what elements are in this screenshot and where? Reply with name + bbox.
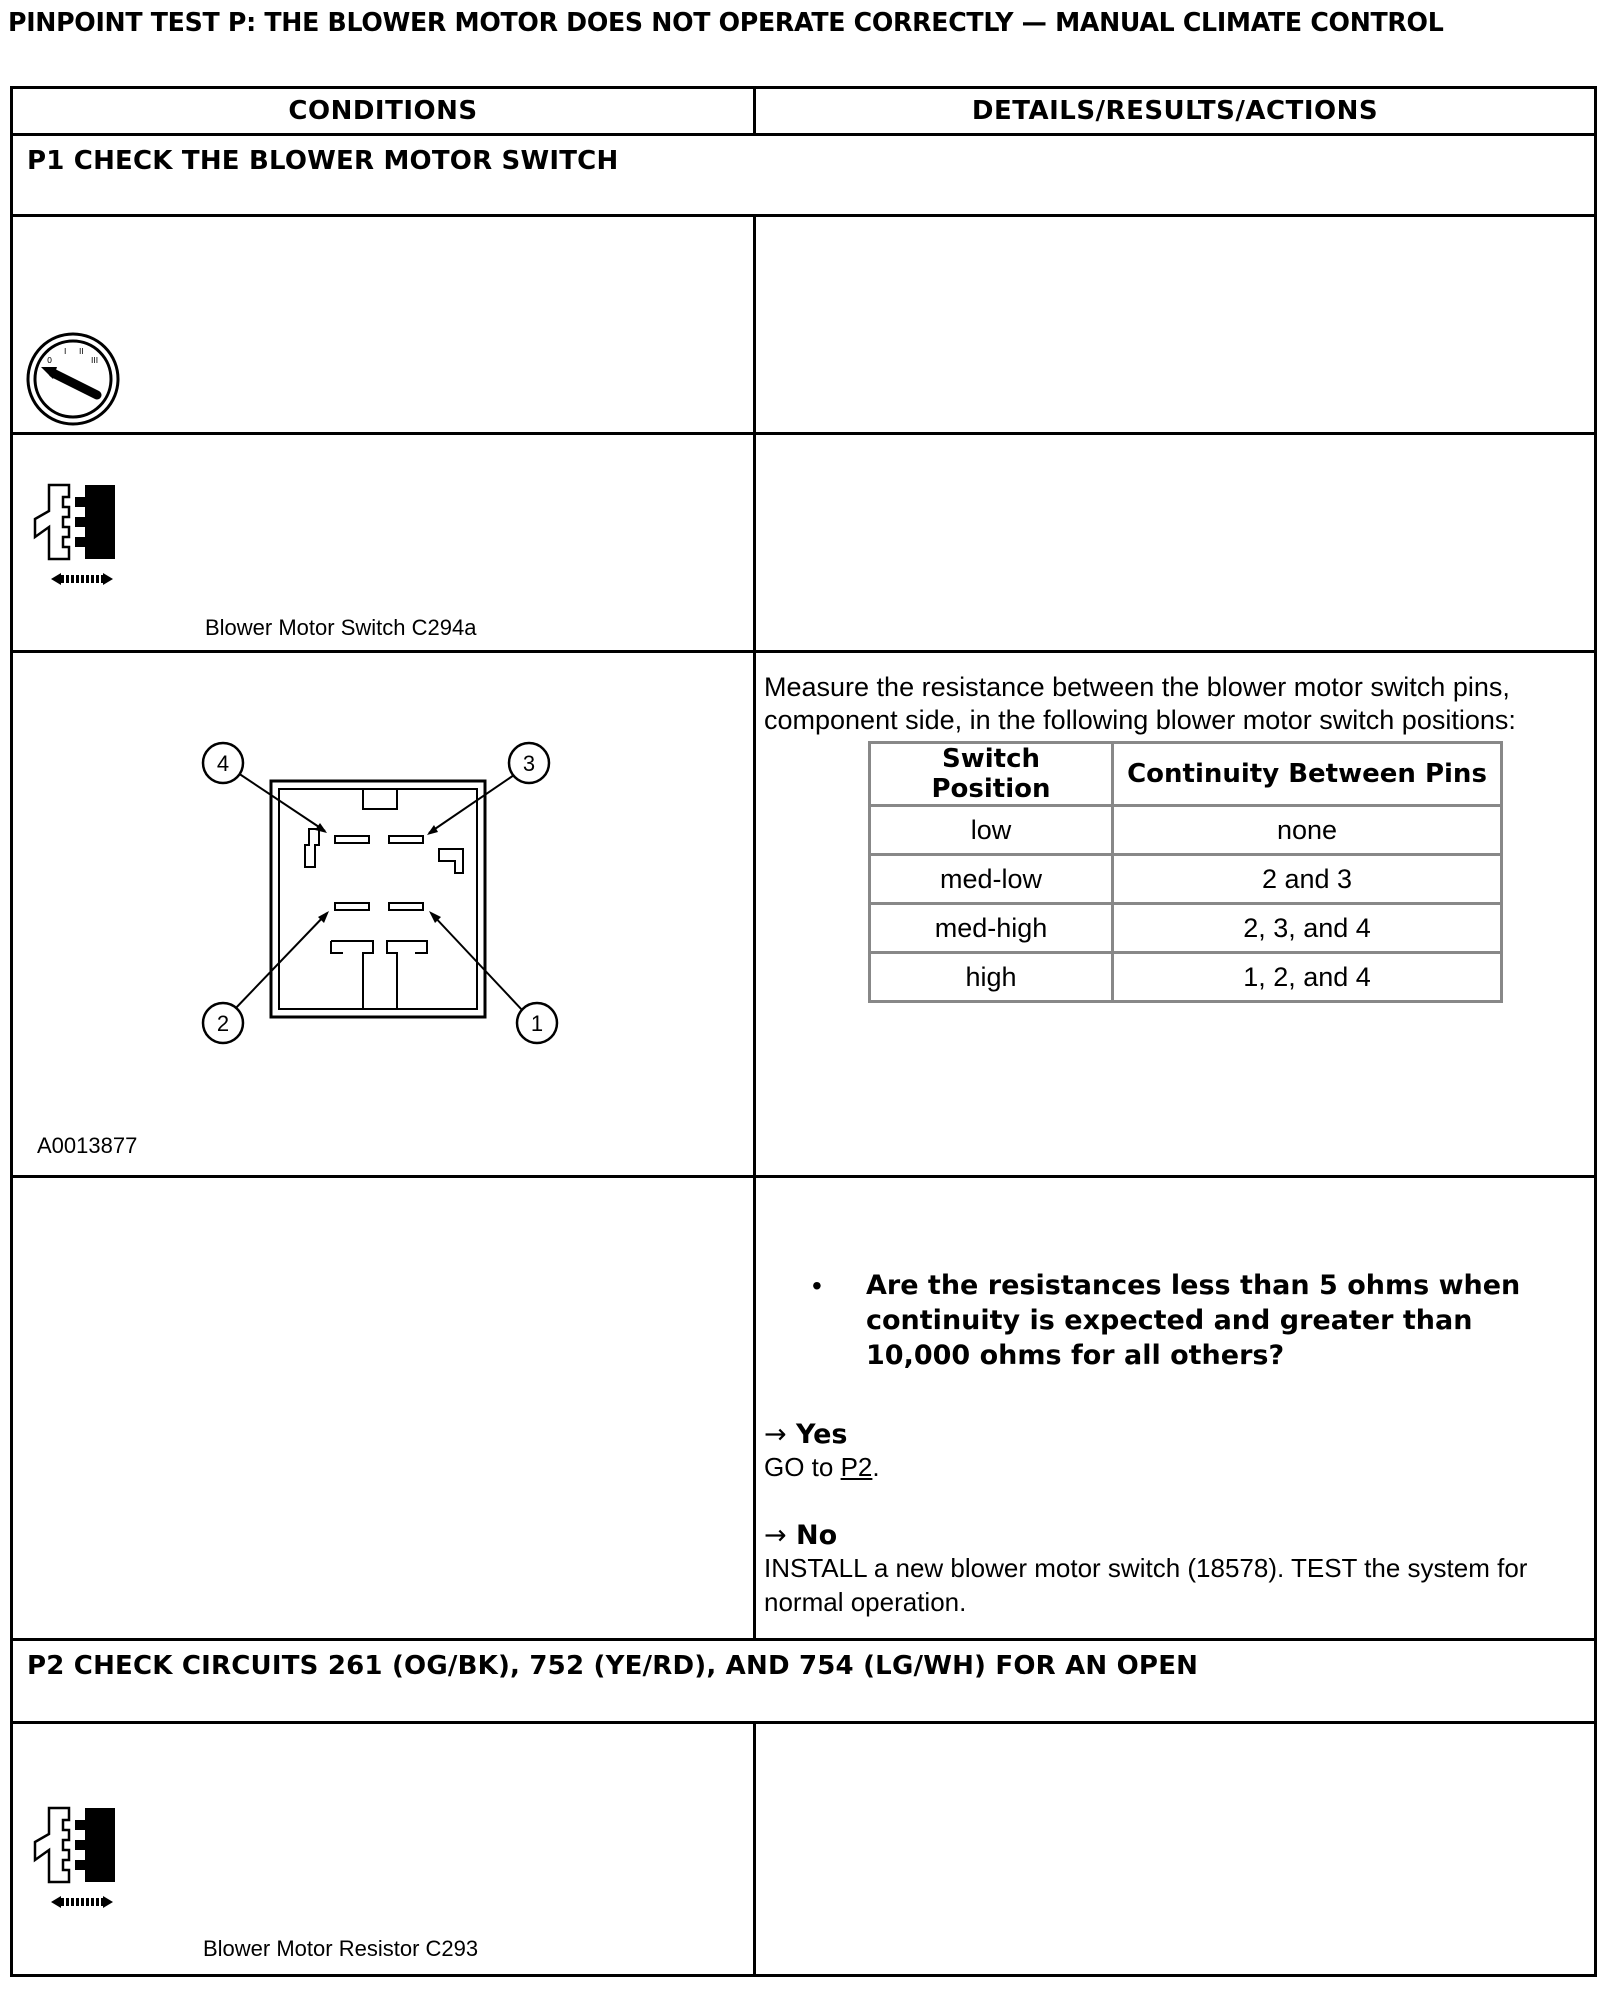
pinout-condition-cell bbox=[12, 652, 755, 1177]
disconnect-connector-icon bbox=[23, 1806, 123, 1916]
switch-position-cell: med-high bbox=[870, 904, 1113, 953]
ignition-mark-3: III bbox=[91, 356, 99, 365]
p1-connector-condition-cell bbox=[12, 434, 755, 652]
ignition-mark-1: I bbox=[64, 347, 67, 356]
ignition-mark-2: II bbox=[79, 347, 84, 356]
yes-action-prefix: GO to bbox=[764, 1452, 841, 1482]
yes-action-suffix: . bbox=[872, 1452, 880, 1482]
continuity-cell: 2, 3, and 4 bbox=[1113, 904, 1502, 953]
p1-connector-row bbox=[12, 434, 1596, 652]
ignition-switch-icon bbox=[23, 329, 123, 429]
pinout-row bbox=[12, 652, 1596, 1177]
no-action: INSTALL a new blower motor switch (18578). TEST the system for normal operation. bbox=[764, 1553, 1528, 1617]
table-row bbox=[870, 953, 1502, 1002]
pin-label-2: 2 bbox=[216, 1011, 230, 1036]
pin-label-1: 1 bbox=[530, 1011, 544, 1036]
step-p2-title-row bbox=[12, 1640, 1596, 1723]
connector-pinout-diagram bbox=[193, 733, 573, 1053]
p2-connector-row bbox=[12, 1723, 1596, 1976]
table-row bbox=[870, 855, 1502, 904]
switch-position-cell: low bbox=[870, 806, 1113, 855]
table-header-row bbox=[12, 88, 1596, 135]
table-row bbox=[870, 806, 1502, 855]
no-label: No bbox=[796, 1520, 838, 1551]
page-title: PINPOINT TEST P: THE BLOWER MOTOR DOES NOT OPERATE CORRECTLY — MANUAL CLIMATE CONTROL bbox=[8, 8, 1444, 38]
step-p1-title: P1 CHECK THE BLOWER MOTOR SWITCH bbox=[12, 135, 1596, 216]
pin-label-3: 3 bbox=[522, 751, 536, 776]
p1-connector-detail-cell bbox=[755, 434, 1596, 652]
p1-connector-caption: Blower Motor Switch C294a bbox=[205, 615, 477, 640]
ignition-condition-cell bbox=[12, 216, 755, 434]
yes-branch bbox=[756, 1419, 1594, 1450]
table-row bbox=[870, 904, 1502, 953]
ignition-mark-0: 0 bbox=[47, 356, 53, 365]
pin-label-4: 4 bbox=[216, 751, 230, 776]
continuity-cell: 2 and 3 bbox=[1113, 855, 1502, 904]
col-switch-position: Switch Position bbox=[870, 743, 1113, 806]
result-condition-cell bbox=[12, 1177, 755, 1640]
result-row bbox=[12, 1177, 1596, 1640]
switch-position-cell: high bbox=[870, 953, 1113, 1002]
question-block bbox=[756, 1178, 1594, 1373]
yes-label: Yes bbox=[796, 1419, 848, 1450]
ignition-detail-cell bbox=[755, 216, 1596, 434]
p2-connector-detail-cell bbox=[755, 1723, 1596, 1976]
continuity-cell: 1, 2, and 4 bbox=[1113, 953, 1502, 1002]
details-header: DETAILS/RESULTS/ACTIONS bbox=[755, 88, 1596, 135]
step-p2-title: P2 CHECK CIRCUITS 261 (OG/BK), 752 (YE/RD), AND 754 (LG/WH) FOR AN OPEN bbox=[12, 1640, 1596, 1723]
ignition-row bbox=[12, 216, 1596, 434]
continuity-table bbox=[868, 741, 1503, 1003]
conditions-header: CONDITIONS bbox=[12, 88, 755, 135]
go-to-p2-link[interactable]: P2 bbox=[840, 1452, 873, 1482]
yes-action bbox=[756, 1450, 1594, 1484]
switch-position-cell: med-low bbox=[870, 855, 1113, 904]
col-continuity: Continuity Between Pins bbox=[1113, 743, 1502, 806]
figure-id: A0013877 bbox=[37, 1133, 138, 1158]
bullet-icon: • bbox=[812, 1270, 822, 1301]
continuity-table-header bbox=[870, 743, 1502, 806]
result-detail-cell bbox=[755, 1177, 1596, 1640]
step-p1-title-row bbox=[12, 135, 1596, 216]
arrow-right-icon: → bbox=[764, 1520, 787, 1551]
pinpoint-test-table bbox=[10, 86, 1597, 1977]
measure-detail-cell bbox=[755, 652, 1596, 1177]
disconnect-connector-icon bbox=[23, 483, 123, 593]
p2-connector-caption: Blower Motor Resistor C293 bbox=[203, 1936, 479, 1961]
measure-instruction: Measure the resistance between the blower motor switch pins, component side, in the following blower motor switch positions: bbox=[764, 672, 1516, 735]
continuity-cell: none bbox=[1113, 806, 1502, 855]
result-question: Are the resistances less than 5 ohms when continuity is expected and greater than 10,000 ohms for all others? bbox=[866, 1270, 1521, 1371]
arrow-right-icon: → bbox=[764, 1419, 787, 1450]
p2-connector-condition-cell bbox=[12, 1723, 755, 1976]
no-branch bbox=[756, 1520, 1594, 1551]
